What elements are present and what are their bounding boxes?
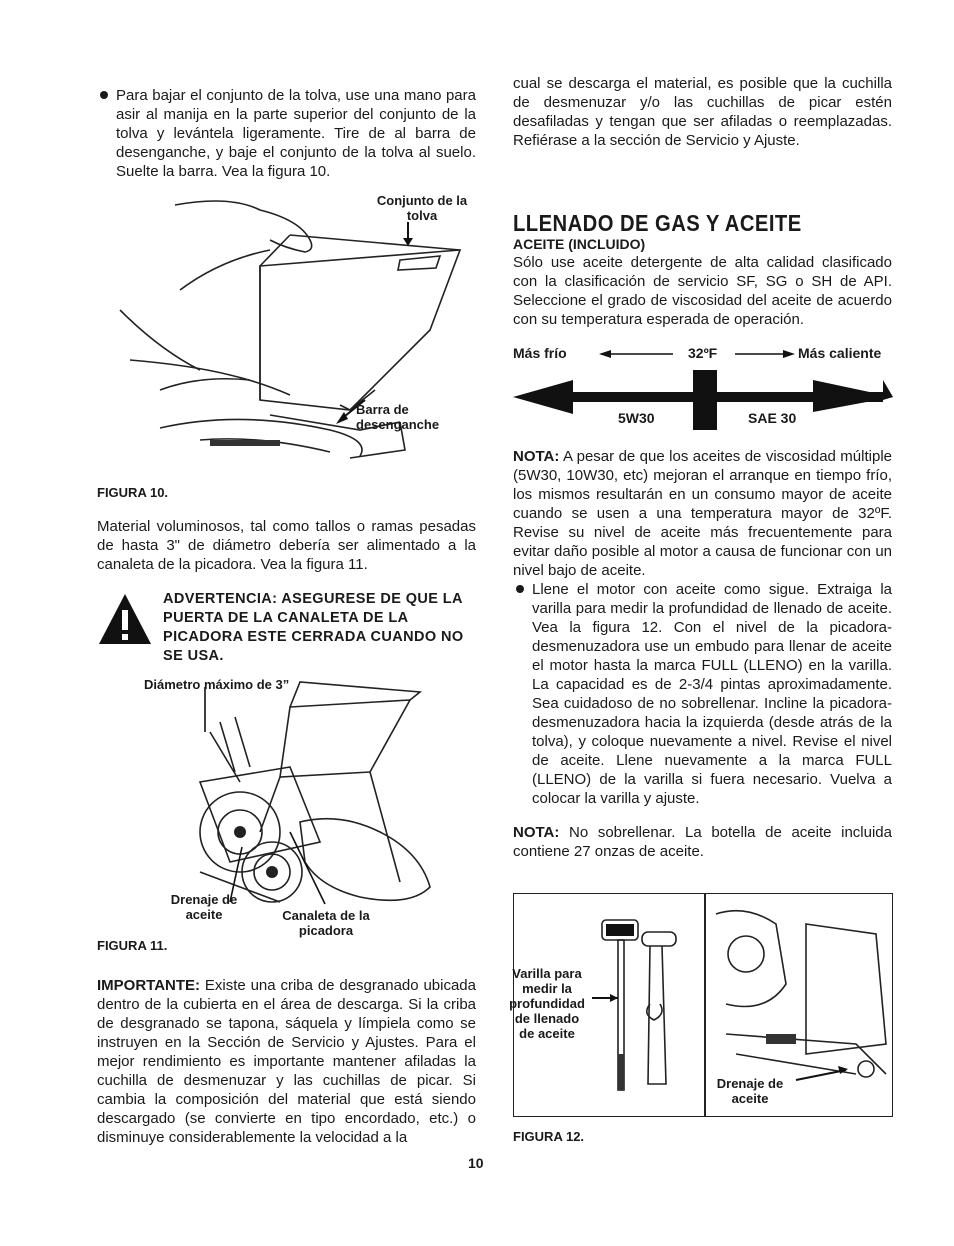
oil-temperature-chart [513, 340, 893, 435]
material-paragraph: Material voluminosos, tal como tallos o ramas pesadas de hasta 3" de diámetro debería ser alimentado a la canaleta de la picadora. Vea la figura 11. [97, 518, 476, 573]
note-1: NOTA: A pesar de que los aceites de viscosidad múltiple (5W30, 10W30, etc) mejoran el arranque en tiempo frío, los mismos resultarán en un consumo mayor de aceite cuando se usen a una temperatura mayor de 32ºF. Revise su nivel de aceite más frecuentemente para evitar daño posible al motor a causa de funcionar con un nivel bajo de aceite. [513, 448, 892, 579]
figure-12-caption: FIGURA 12. [513, 1129, 585, 1144]
warning-triangle-icon [97, 592, 153, 648]
label-colder: Más frío [513, 345, 567, 361]
hopper-lowering-illustration [100, 190, 480, 480]
figure-10-caption: FIGURA 10. [97, 485, 169, 500]
label-5w30: 5W30 [618, 410, 655, 426]
figure-11-caption: FIGURA 11. [97, 938, 168, 953]
label-release-bar: Barra de desenganche [356, 402, 440, 432]
subheading-oil-included: ACEITE (INCLUIDO) [513, 236, 646, 252]
continuation-paragraph: cual se descarga el material, es posible que la cuchilla de desmenuzar y/o las cuchillas de picar estén desafiladas y tengan que ser afiladas o reemplazadas. Refiérase a la sección de Servicio y Ajuste. [513, 75, 892, 149]
label-warmer: Más caliente [798, 345, 882, 361]
label-dipstick: Varilla para medir la profundidad de llenado de aceite [509, 966, 585, 1041]
figure-10 [100, 190, 480, 480]
figure-11 [140, 672, 450, 942]
figure-12 [509, 893, 893, 1117]
label-oil-drain-fig12: Drenaje de aceite [716, 1076, 784, 1106]
label-oil-drain-fig11: Drenaje de aceite [170, 892, 238, 922]
label-chipper-chute: Canaleta de la picadora [282, 908, 370, 938]
bullet-dot [100, 91, 108, 99]
bullet-paragraph-fill-oil: Llene el motor con aceite como sigue. Extraiga la varilla para medir la profundidad de llenado de aceite. Vea la figura 12. Con el nivel de la picadora-desmenuzadora use un embudo para llenar de aceite el motor hasta la marca FULL (LLENO) en la varilla. La capacidad es de 2-3/4 pintas aproximadamente. Sea cuidadoso de no sobrellenar. Incline la picadora-desmenuzadora hacia la izquierda (desde atrás de la tolva), y coloque nuevamente a nivel. Revise el nivel de aceite. Llene nuevamente a la marca FULL (LLENO) de la varilla si fuera necesario. Vuelva a colocar la varilla y ajuste. [532, 580, 892, 808]
warning-text: ADVERTENCIA: ASEGURESE DE QUE LA PUERTA DE LA CANALETA DE LA PICADORA ESTE CERRADA CUANDO NO SE USA. [163, 591, 464, 664]
important-paragraph: IMPORTANTE: Existe una criba de desgranado ubicada dentro de la cubierta en el área de descarga. Si la criba de desgranado se tapona, sáquela y límpiela como se instruyen en la Sección de Servicio y Ajustes. Para el mejor rendimiento es importante mantener afiladas la cuchilla de desmenuzar y las cuchillas de picar. Si cambia la composición del material que está siendo descargado (se convierte en tipo encordado, etc.) o disminuye considerablemente la velocidad a la [97, 977, 476, 1146]
label-32f: 32ºF [688, 345, 718, 361]
oil-paragraph: Sólo use aceite detergente de alta calidad clasificado con la clasificación de servicio SF, SG o SH de API. Seleccione el grado de viscosidad del aceite de acuerdo con su temperatura esperada de operación. [513, 254, 892, 328]
bullet-dot [516, 585, 524, 593]
label-max-diameter: Diámetro máximo de 3” [144, 677, 290, 692]
note-2: NOTA: No sobrellenar. La botella de aceite incluida contiene 27 onzas de aceite. [513, 824, 892, 860]
label-sae30: SAE 30 [748, 410, 797, 426]
warning-block [97, 590, 477, 664]
section-heading: LLENADO DE GAS Y ACEITE [513, 210, 802, 236]
label-hopper: Conjunto de la tolva [376, 193, 468, 223]
important-label: IMPORTANTE: [97, 977, 201, 994]
page-number: 10 [468, 1155, 484, 1171]
bullet-paragraph-lower-hopper: Para bajar el conjunto de la tolva, use una mano para asir al manija en la parte superior del conjunto de la tolva y levántela ligeramente. Tire de al barra de desenganche, y baje el conjunto de la tolva al suelo. Suelte la barra. Vea la figura 10. [116, 86, 476, 181]
